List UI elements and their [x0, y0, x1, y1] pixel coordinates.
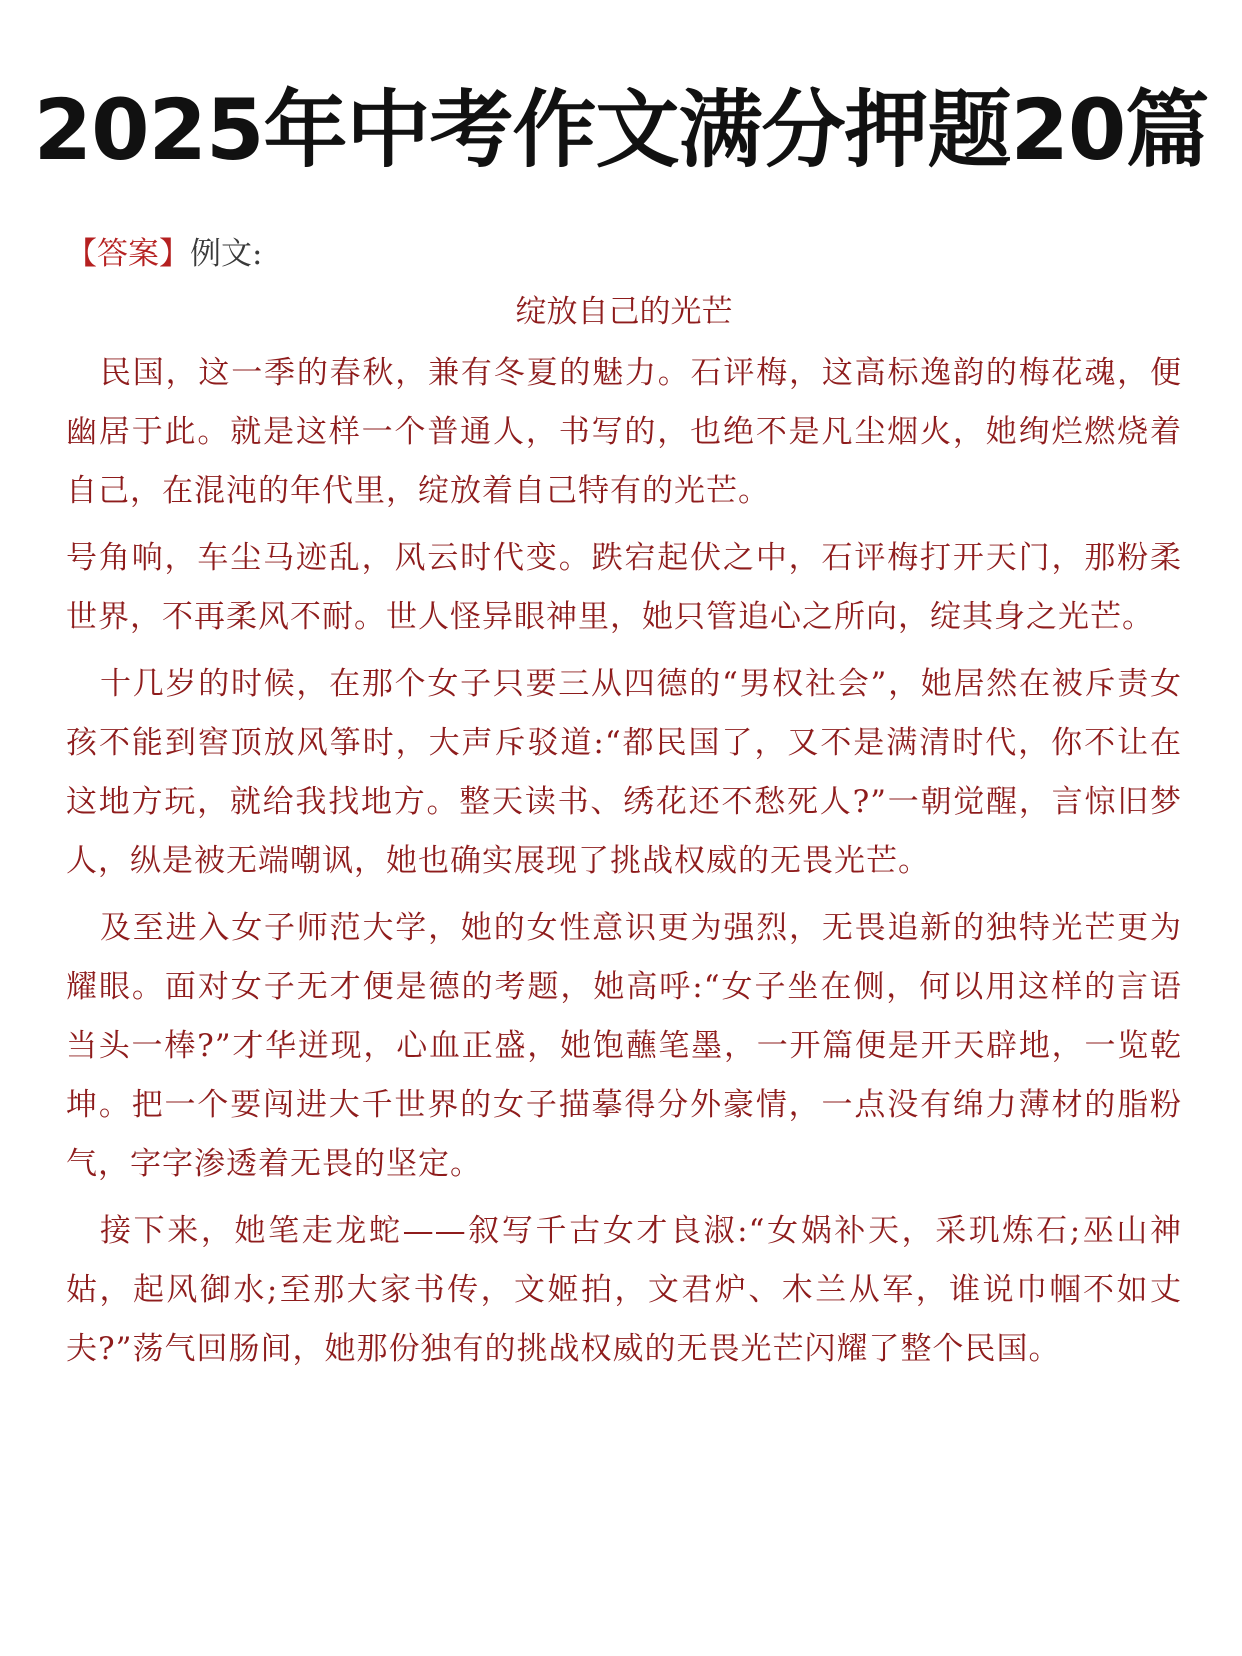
essay-content: [66, 232, 1182, 1387]
answer-label: [66, 232, 1182, 276]
essay-paragraph: 接下来，她笔走龙蛇——叙写千古女才良淑:“女娲补天，采玑炼石;巫山神姑，起风御水;至那大家书传，文姬拍，文君炉、木兰从军，谁说巾帼不如丈夫?”荡气回肠间，她那份独有的挑战权威的无畏光芒闪耀了整个民国。: [66, 1213, 1182, 1367]
example-label: 例文:: [190, 236, 263, 272]
answer-bracket-label: 【答案】: [66, 236, 190, 272]
essay-title: 绽放自己的光芒: [515, 294, 733, 330]
essay-paragraph: 十几岁的时候，在那个女子只要三从四德的“男权社会”，她居然在被斥责女孩不能到窖顶放风筝时，大声斥驳道:“都民国了，又不是满清时代，你不让在这地方玩，就给我找地方。整天读书、绣花还不愁死人?”一朝觉醒，言惊旧梦人，纵是被无端嘲讽，她也确实展现了挑战权威的无畏光芒。: [66, 666, 1182, 879]
essay-paragraph: 号角响，车尘马迹乱，风云时代变。跌宕起伏之中，石评梅打开天门，那粉柔世界，不再柔风不耐。世人怪异眼神里，她只管追心之所向，绽其身之光芒。: [66, 540, 1182, 635]
page-title: 2025年中考作文满分押题20篇: [33, 81, 1209, 179]
essay-paragraph: 及至进入女子师范大学，她的女性意识更为强烈，无畏追新的独特光芒更为耀眼。面对女子无才便是德的考题，她高呼:“女子坐在侧，何以用这样的言语当头一棒?”才华迸现，心血正盛，她饱蘸笔墨，一开篇便是开天辟地，一览乾坤。把一个要闯进大千世界的女子描摹得分外豪情，一点没有绵力薄材的脂粉气，字字渗透着无畏的坚定。: [66, 910, 1182, 1182]
essay-paragraph: 民国，这一季的春秋，兼有冬夏的魅力。石评梅，这高标逸韵的梅花魂，便幽居于此。就是这样一个普通人，书写的，也绝不是凡尘烟火，她绚烂燃烧着自己，在混沌的年代里，绽放着自己特有的光芒。: [66, 355, 1182, 509]
